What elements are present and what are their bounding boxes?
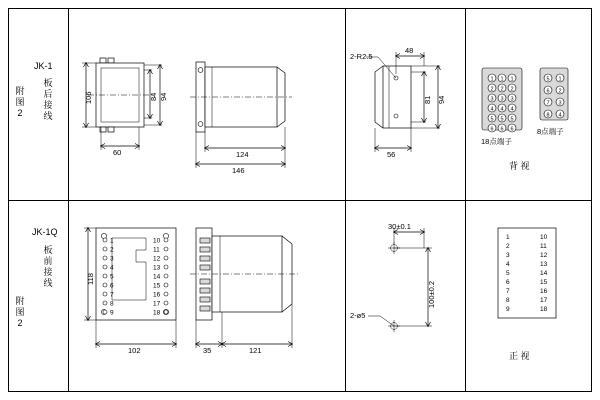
svg-text:9: 9	[506, 306, 510, 313]
svg-text:4: 4	[490, 106, 494, 113]
svg-text:2: 2	[558, 88, 562, 95]
svg-text:6: 6	[546, 88, 550, 95]
svg-text:18: 18	[153, 309, 161, 317]
row-2-view-caption: 正 视	[509, 351, 530, 361]
row-2-dim-121: 121	[249, 346, 262, 355]
svg-text:3: 3	[490, 96, 494, 103]
svg-text:4: 4	[510, 106, 514, 113]
svg-text:8: 8	[546, 112, 550, 119]
svg-text:6: 6	[110, 282, 114, 290]
row-2-figure-label	[14, 296, 26, 329]
svg-text:4: 4	[506, 261, 510, 268]
row-1-dim-56: 56	[387, 150, 396, 159]
row-2-mounting-char-3: 接	[43, 267, 53, 277]
row-2-dim-118: 118	[86, 273, 95, 285]
row-1-dim-94: 94	[159, 92, 168, 101]
row-2-dim-35: 35	[203, 346, 212, 355]
svg-text:1: 1	[490, 76, 494, 83]
svg-text:1: 1	[500, 76, 504, 83]
row-1-figure-char-2: 图	[15, 97, 25, 107]
svg-text:5: 5	[546, 76, 550, 83]
svg-text:5: 5	[490, 116, 494, 123]
row-1-dim-124: 124	[236, 150, 249, 159]
svg-text:14: 14	[153, 273, 161, 281]
row-1-dim-84: 84	[149, 92, 158, 101]
svg-text:16: 16	[153, 291, 161, 299]
row-1-dim-60: 60	[113, 148, 122, 157]
svg-text:17: 17	[153, 300, 161, 308]
svg-text:3: 3	[506, 252, 510, 259]
svg-text:4: 4	[558, 112, 562, 119]
row-1-terminal-8-label: 8点端子	[537, 127, 564, 136]
svg-text:14: 14	[540, 270, 548, 277]
svg-text:3: 3	[110, 255, 114, 263]
svg-text:8: 8	[110, 300, 114, 308]
svg-text:18: 18	[540, 306, 548, 313]
svg-text:2: 2	[500, 86, 504, 93]
svg-text:13: 13	[540, 261, 548, 268]
row-1-dim-146: 146	[232, 166, 245, 175]
row-1-dim-48: 48	[405, 46, 414, 55]
row-2-model-label: JK-1Q	[32, 227, 58, 237]
row-2-figure-char-1: 附	[15, 296, 25, 306]
row-1-dim-106: 106	[84, 91, 93, 104]
svg-text:11: 11	[540, 243, 547, 250]
row-1-view-caption: 背 视	[509, 161, 530, 171]
svg-text:3: 3	[558, 100, 562, 107]
row-2-dim-30: 30±0.1	[388, 222, 411, 231]
svg-text:10: 10	[153, 237, 161, 245]
row-2-mounting-char-1: 板	[43, 245, 53, 255]
svg-text:2: 2	[110, 246, 114, 254]
svg-text:2: 2	[510, 86, 514, 93]
svg-text:5: 5	[506, 270, 510, 277]
row-2-dim-102: 102	[128, 346, 141, 355]
row-2-mounting-char-4: 线	[43, 278, 53, 288]
svg-text:4: 4	[110, 264, 114, 272]
svg-text:8: 8	[506, 297, 510, 304]
svg-text:12: 12	[153, 255, 161, 263]
svg-text:6: 6	[490, 126, 494, 133]
row-1-terminal-18-label: 18点端子	[481, 137, 512, 146]
svg-text:2: 2	[506, 243, 510, 250]
svg-text:13: 13	[153, 264, 161, 272]
row-1-dim-81: 81	[423, 95, 432, 104]
row-1-mounting-char-3: 接	[43, 100, 53, 110]
row-1-dim-94-cut: 94	[437, 95, 446, 104]
svg-text:16: 16	[540, 288, 548, 295]
svg-text:5: 5	[500, 116, 504, 123]
svg-text:2: 2	[490, 86, 494, 93]
row-2-figure-char-2: 图	[15, 307, 25, 317]
row-2-figure-char-3: 2	[17, 318, 23, 328]
row-1-figure-char-1: 附	[15, 86, 25, 96]
row-2-dim-holes: 2-ø5	[350, 311, 366, 320]
row-2-mounting-char-2: 前	[43, 256, 53, 266]
row-2-mounting-label	[42, 245, 54, 289]
svg-text:3: 3	[510, 96, 514, 103]
svg-text:15: 15	[153, 282, 161, 290]
row-2-dim-100: 100±0.2	[427, 280, 436, 308]
svg-text:3: 3	[500, 96, 504, 103]
svg-text:11: 11	[153, 246, 160, 254]
svg-text:6: 6	[500, 126, 504, 133]
svg-text:4: 4	[500, 106, 504, 113]
svg-text:1: 1	[110, 237, 114, 245]
svg-text:15: 15	[540, 279, 548, 286]
svg-text:5: 5	[110, 273, 114, 281]
svg-text:1: 1	[558, 76, 562, 83]
row-1-figure-char-3: 2	[17, 108, 23, 118]
svg-text:7: 7	[506, 288, 510, 295]
svg-text:9: 9	[110, 309, 114, 317]
svg-text:5: 5	[510, 116, 514, 123]
svg-text:7: 7	[546, 100, 550, 107]
row-1-mounting-char-2: 后	[43, 89, 53, 99]
row-1-dim-r25: 2-R2.5	[350, 52, 373, 61]
row-1-model-label: JK-1	[34, 61, 53, 71]
svg-text:6: 6	[506, 279, 510, 286]
svg-text:17: 17	[540, 297, 548, 304]
svg-text:1: 1	[506, 234, 510, 241]
svg-text:6: 6	[510, 126, 514, 133]
row-1-mounting-char-4: 线	[43, 111, 53, 121]
svg-text:1: 1	[510, 76, 514, 83]
svg-text:7: 7	[110, 291, 114, 299]
svg-text:10: 10	[540, 234, 548, 241]
row-1-mounting-char-1: 板	[43, 78, 53, 88]
svg-text:12: 12	[540, 252, 548, 259]
